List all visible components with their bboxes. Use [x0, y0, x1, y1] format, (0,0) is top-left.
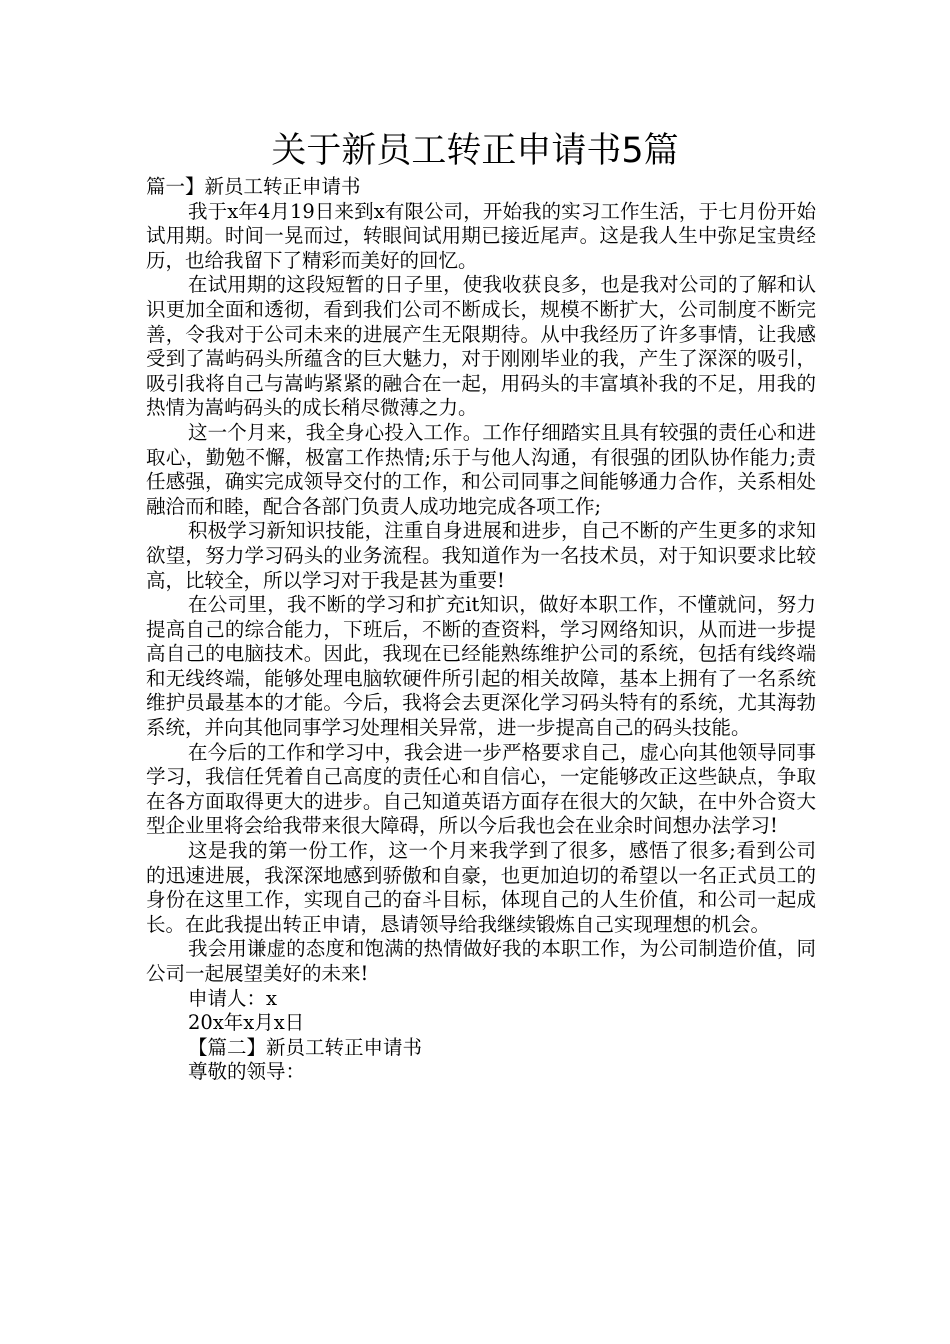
section-heading-1: 篇一】新员工转正申请书 — [146, 175, 361, 198]
paragraph: 积极学习新知识技能，注重自身进展和进步，自己不断的产生更多的求知欲望，努力学习码头的业务流程。我知道作为一名技术员，对于知识要求比较高，比较全，所以学习对于我是甚为重要! — [146, 519, 816, 592]
paragraph: 在公司里，我不断的学习和扩充it知识，做好本职工作，不懂就问，努力提高自己的综合能力，下班后，不断的查资料，学习网络知识，从而进一步提高自己的电脑技术。因此，我现在已经能熟练维护公司的系统，包括有线终端和无线终端，能够处理电脑软硬件所引起的相关故障，基本上拥有了一名系统维护员最基本的才能。今后，我将会去更深化学习码头特有的系统，尤其海勃系统，并向其他同事学习处理相关异常，进一步提高自己的码头技能。 — [146, 593, 816, 740]
paragraph: 在试用期的这段短暂的日子里，使我收获良多，也是我对公司的了解和认识更加全面和透彻，看到我们公司不断成长，规模不断扩大，公司制度不断完善，令我对于公司未来的进展产生无限期待。从中我经历了许多事情，让我感受到了嵩屿码头所蕴含的巨大魅力，对于刚刚毕业的我，产生了深深的吸引，吸引我将自己与嵩屿紧紧的融合在一起，用码头的丰富填补我的不足，用我的热情为嵩屿码头的成长稍尽微薄之力。 — [146, 273, 816, 420]
salutation: 尊敬的领导： — [188, 1060, 306, 1084]
paragraph: 我会用谦虚的态度和饱满的热情做好我的本职工作，为公司制造价值，同公司一起展望美好的未来! — [146, 937, 816, 985]
applicant-line: 申请人：x — [188, 986, 277, 1010]
paragraph: 我于x年4月19日来到x有限公司，开始我的实习工作生活，于七月份开始试用期。时间一晃而过，转眼间试用期已接近尾声。这是我人生中弥足宝贵经历，也给我留下了精彩而美好的回忆。 — [146, 199, 816, 272]
paragraph: 在今后的工作和学习中，我会进一步严格要求自己，虚心向其他领导同事学习，我信任凭着自己高度的责任心和自信心，一定能够改正这些缺点，争取在各方面取得更大的进步。自己知道英语方面存在很大的欠缺，在中外合资大型企业里将会给我带来很大障碍，所以今后我也会在业余时间想办法学习! — [146, 740, 816, 838]
document-title: 关于新员工转正申请书5篇 — [271, 131, 679, 171]
document-body — [146, 175, 816, 1085]
paragraph: 这一个月来，我全身心投入工作。工作仔细踏实且具有较强的责任心和进取心，勤勉不懈，极富工作热情;乐于与他人沟通，有很强的团队协作能力;责任感强，确实完成领导交付的工作，和公司同事之间能够通力合作，关系相处融洽而和睦，配合各部门负责人成功地完成各项工作; — [146, 420, 816, 518]
paragraph: 这是我的第一份工作，这一个月来我学到了很多，感悟了很多;看到公司的迅速进展，我深深地感到骄傲和自豪，也更加迫切的希望以一名正式员工的身份在这里工作，实现自己的奋斗目标，体现自己的人生价值，和公司一起成长。在此我提出转正申请，恳请领导给我继续锻炼自己实现理想的机会。 — [146, 839, 816, 936]
section-heading-2: 【篇二】新员工转正申请书 — [188, 1035, 423, 1059]
date-line: 20x年x月x日 — [188, 1011, 305, 1035]
